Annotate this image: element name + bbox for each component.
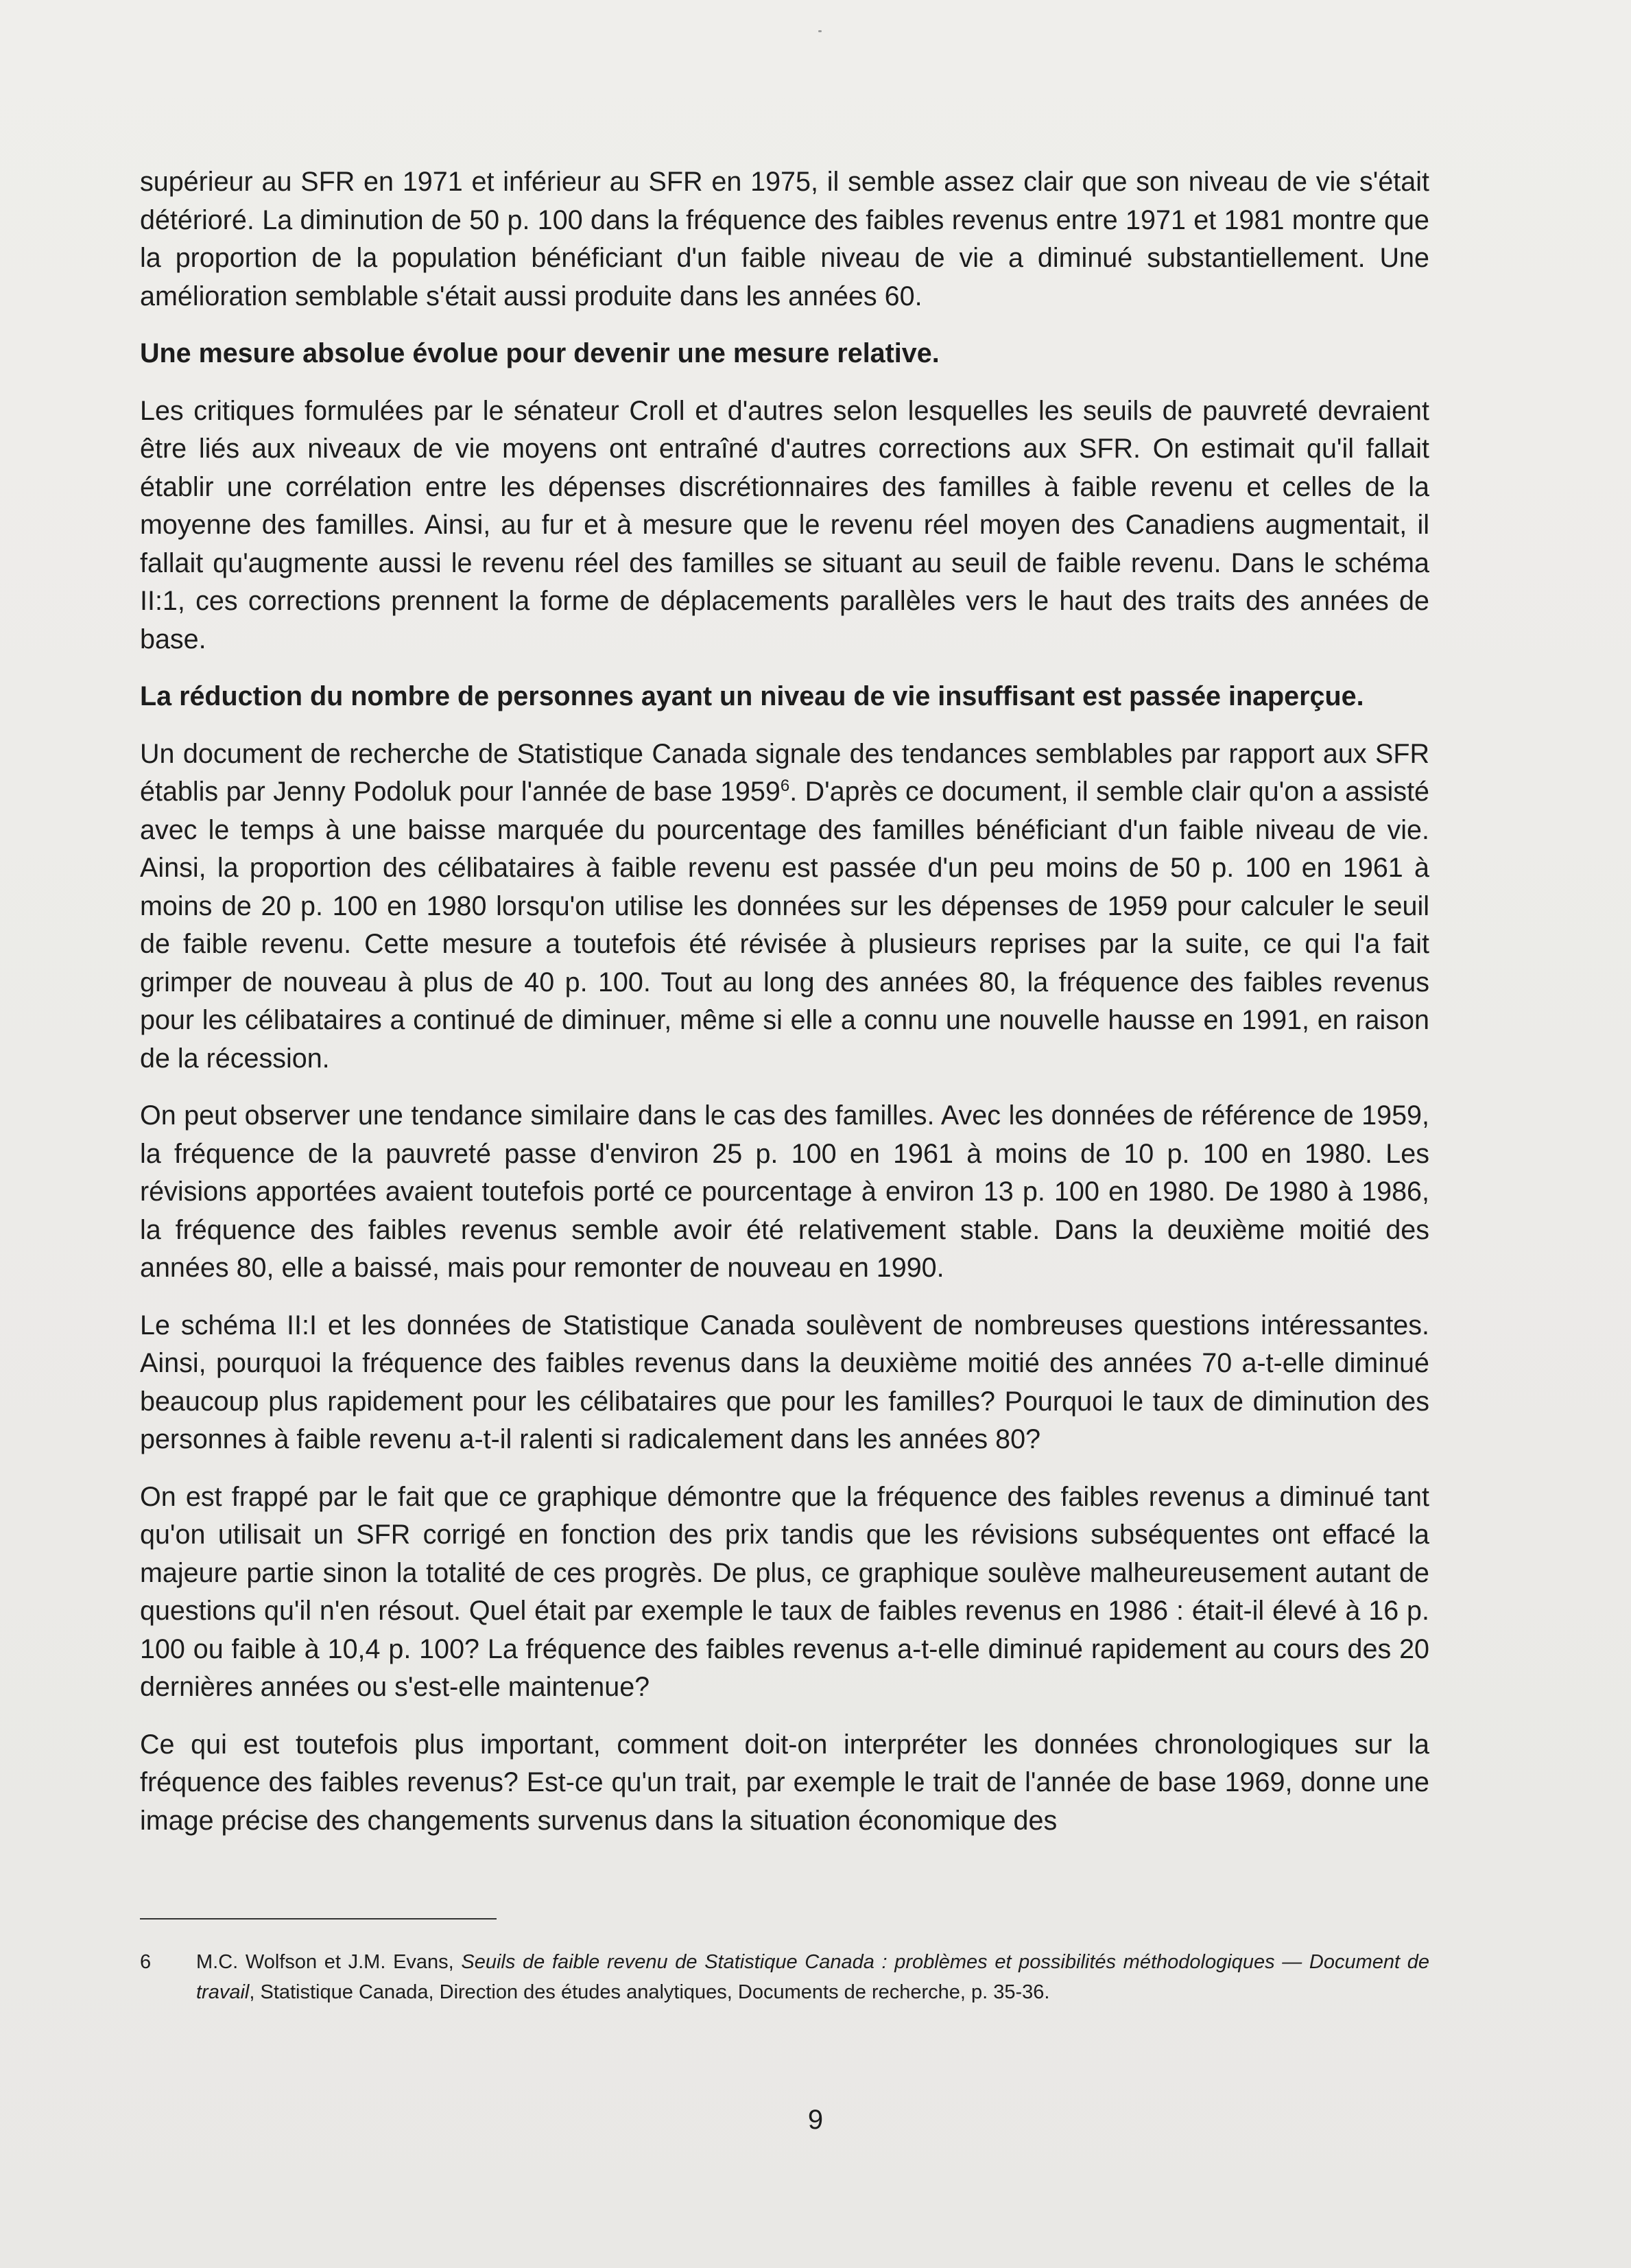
footnote-title: Seuils de faible revenu de Statistique Canada : problèmes et possibilités méthodologiques — Document de travail (196, 1951, 1429, 2003)
dust-speck (818, 30, 822, 32)
paragraph-7: Ce qui est toutefois plus important, comment doit-on interpréter les données chronologiques sur la fréquence des faibles revenus? Est-ce qu'un trait, par exemple le trait de l'année de base 1969, donne une image précise des changements survenus dans la situation économique des (140, 1729, 1429, 1836)
footnote-number: 6 (140, 1951, 152, 1973)
paragraph-6: On est frappé par le fait que ce graphique démontre que la fréquence des faibles revenus a diminué tant qu'on utilisait un SFR corrigé en fonction des prix tandis que les révisions subséquentes ont effacé la majeure partie sinon la totalité de ces progrès. De plus, ce graphique soulève malheureusement autant de questions qu'il n'en résout. Quel était par exemple le taux de faibles revenus en 1986 : était-il élevé à 16 p. 100 ou faible à 10,4 p. 100? La fréquence des faibles revenus a-t-elle diminué rapidement au cours des 20 dernières années ou s'est-elle maintenue? (140, 1481, 1429, 1702)
footnote-authors: M.C. Wolfson et J.M. Evans, (196, 1951, 462, 1973)
paragraph-5: Le schéma II:I et les données de Statistique Canada soulèvent de nombreuses questions intéressantes. Ainsi, pourquoi la fréquence des faibles revenus dans la deuxième moitié des années 70 a-t-elle diminué beaucoup plus rapidement pour les célibataires que pour les familles? Pourquoi le taux de diminution des personnes à faible revenu a-t-il ralenti si radicalement dans les années 80? (140, 1310, 1429, 1454)
footnote-divider (140, 1918, 497, 1919)
paragraph-3-end: . D'après ce document, il semble clair qu'on a assisté avec le temps à une baisse marquée du pourcentage des familles bénéficiant d'un faible niveau de vie. Ainsi, la proportion des célibataires à faible revenu est passée d'un peu moins de 50 p. 100 en 1961 à moins de 20 p. 100 en 1980 lorsqu'on utilise les données sur les dépenses de 1959 pour calculer le seuil de faible revenu. Cette mesure a toutefois été révisée à plusieurs reprises par la suite, ce qui l'a fait grimper de nouveau à plus de 40 p. 100. Tout au long des années 80, la fréquence des faibles revenus pour les célibataires a continué de diminuer, même si elle a connu une nouvelle hausse en 1991, en raison de la récession. (140, 777, 1430, 1074)
paragraph-3-start: Un document de recherche de Statistique Canada signale des tendances semblables par rapport aux SFR établis par Jenny Podoluk pour l'année de base 1959 (140, 738, 1429, 807)
paragraph-4: On peut observer une tendance similaire dans le cas des familles. Avec les données de référence de 1959, la fréquence de la pauvreté passe d'environ 25 p. 100 en 1961 à moins de 10 p. 100 en 1980. Les révisions apportées avaient toutefois porté ce pourcentage à environ 13 p. 100 en 1980. De 1980 à 1986, la fréquence des faibles revenus semble avoir été relativement stable. Dans la deuxième moitié des années 80, elle a baissé, mais pour remonter de nouveau en 1990. (140, 1100, 1429, 1283)
paragraph-1: supérieur au SFR en 1971 et inférieur au SFR en 1975, il semble assez clair que son niveau de vie s'était détérioré. La diminution de 50 p. 100 dans la fréquence des faibles revenus entre 1971 et 1981 montre que la proportion de la population bénéficiant d'un faible niveau de vie a diminué substantiellement. Une amélioration semblable s'était aussi produite dans les années 60. (140, 167, 1429, 311)
section-heading-1: Une mesure absolue évolue pour devenir une mesure relative. (140, 338, 940, 368)
footnote (140, 1947, 1429, 2007)
paragraph-2: Les critiques formulées par le sénateur Croll et d'autres selon lesquelles les seuils de pauvreté devraient être liés aux niveaux de vie moyens ont entraîné d'autres corrections aux SFR. On estimait qu'il fallait établir une corrélation entre les dépenses discrétionnaires des familles à faible revenu et celles de la moyenne des familles. Ainsi, au fur et à mesure que le revenu réel moyen des Canadiens augmentait, il fallait qu'augmente aussi le revenu réel des familles se situant au seuil de faible revenu. Dans le schéma II:1, ces corrections prennent la forme de déplacements parallèles vers le haut des traits des années de base. (140, 395, 1429, 654)
section-heading-2: La réduction du nombre de personnes ayant un niveau de vie insuffisant est passée inaperçue. (140, 681, 1364, 711)
footnote-text (196, 1947, 1429, 2007)
paragraph-3 (140, 735, 1429, 1078)
page-number: 9 (807, 2105, 824, 2135)
footnote-rest: , Statistique Canada, Direction des études analytiques, Documents de recherche, p. 35-36. (249, 1981, 1050, 2003)
footnote-reference: 6 (780, 776, 790, 795)
body-text (140, 163, 1429, 1859)
